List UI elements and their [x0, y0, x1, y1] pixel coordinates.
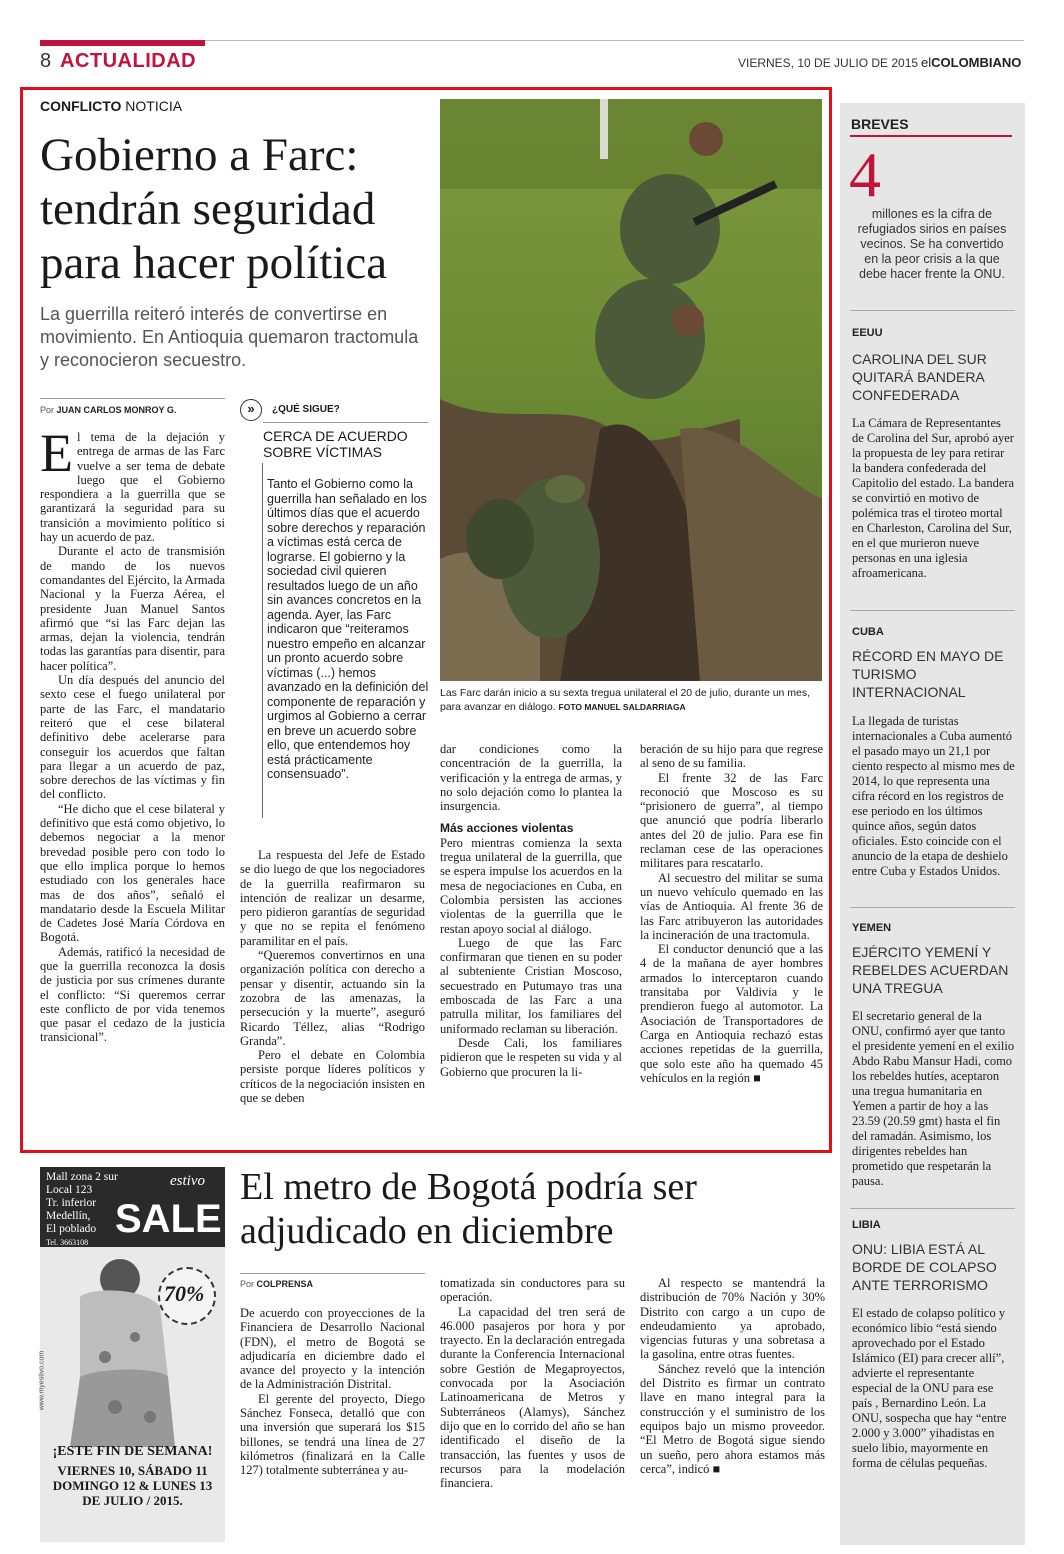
ad-address: [46, 1171, 118, 1249]
paragraph: El gerente del proyecto, Diego Sánchez Fonseca, detalló que con una inversión que superará los $15 billones, se tendrá una línea de 27 kilómetros (finalizará en la Calle 127) totalmente subterránea y au-: [240, 1391, 425, 1478]
article-kicker: [40, 98, 182, 114]
paragraph: La respuesta del Jefe de Estado se dio luego de que los negociadores de la guerrilla reafirmaron su intención de realizar un desarme, pero pidieron garantías de seguridad y que no se repita el fenómeno paramilitar en el país.: [240, 848, 425, 948]
paragraph: Además, ratificó la necesidad de que la guerrilla reconozca la dosis de justicia por sus crímenes durante el conflicto: “Si queremos cerrar este conflicto de por vida tenemos que pasar el cedazo de la justicia transicional”.: [40, 944, 225, 1045]
paragraph: Pero el debate en Colombia persiste porque líderes políticos y críticos de la negociación insisten en que se deben: [240, 1048, 425, 1106]
brief-body: La Cámara de Representantes de Carolina del Sur, aprobó ayer la propuesta de ley para retirar la bandera confederada del Capitolio del estado. La bandera se convirtió en motivo de polémica tras el tiroteo mortal en Charleston, Carolina del Sur, en el que murieron nueve personas en una iglesia afroamericana.: [852, 416, 1015, 580]
ad-promo-title: ¡ESTE FIN DE SEMANA!: [52, 1444, 213, 1459]
paragraph: “He dicho que el cese bilateral y definitivo que está como objetivo, lo debemos negociar a la menor brevedad posible pero con todo lo que ello implica porque lo hemos estudiado con los generales hace mas de dos años”, señaló el mandatario desde la Escuela Militar de Cadetes José María Córdova en Bogotá.: [40, 801, 225, 945]
brief-title: EJÉRCITO YEMENÍ Y REBELDES ACUERDAN UNA TREGUA: [852, 944, 1009, 996]
paragraph: Durante el acto de transmisión de mando de los nuevos comandantes del Ejército, la Armada Nacional y la Fuerza Aérea, el presidente Juan Manuel Santos afirmó que “si las Farc dejan las armas, dejan la violencia, tendrán todas las garantías para disentir, para hacer política”.: [40, 544, 225, 673]
ad-line: Local 123: [46, 1184, 93, 1196]
article-deck: La guerrilla reiteró interés de convertirse en movimiento. En Antioquia quemaron tractomula y reconocieron secuestro.: [40, 304, 419, 370]
article-2-column-1: [240, 1306, 425, 1478]
masthead-name: COLOMBIANO: [931, 55, 1022, 70]
section-name: ACTUALIDAD: [60, 50, 197, 72]
ad-brand-logo: estivo: [170, 1173, 205, 1189]
paragraph: dar condiciones como la concentración de la guerrilla, la verificación y la entrega de armas, y no solo dejación como lo plantea la insurgencia.: [440, 742, 622, 814]
paragraph-text: l tema de la dejación y entrega de armas de las Farc vuelve a ser tema de debate luego que el Gobierno respondiera a la guerrilla que se garantizará la seguridad para su transición a movimiento político si hay un acuerdo de paz.: [40, 430, 225, 545]
article-column-3: [440, 742, 622, 1079]
brief-kicker: CUBA: [852, 626, 884, 638]
article-photo: [440, 99, 822, 681]
article-headline-2: El metro de Bogotá podría ser adjudicado en diciembre: [240, 1166, 697, 1252]
ad-phone: Tel. 3663108: [46, 1238, 89, 1247]
page-number: 8: [40, 50, 52, 72]
what-next-body: Tanto el Gobierno como la guerrilla han señalado en los últimos días que el acuerdo sobre derechos y reparación a víctimas está cerca de lograrse. El gobierno y la sociedad civil quieren resultados luego de un año sin avances concretos en la agenda. Ayer, las Farc indicaron que “reiteramos nuestro empeño en alcanzar un pronto acuerdo sobre víctimas (...) hemos avanzado en la definición del componente de reparación y urgimos al Gobierno a cerrar en breve un acuerdo sobre ello, que entendemos hoy está prácticamente consensuado”.: [267, 477, 429, 781]
paragraph: Luego de que las Farc confirmaran que tienen en su poder al subteniente Cristian Moscoso, secuestrado en Putumayo tras una emboscada de las Farc a una patrulla militar, los familiares del uniformado reclaman su liberación.: [440, 935, 622, 1036]
masthead: [921, 55, 1021, 70]
what-next-label: ¿QUÉ SIGUE?: [272, 404, 340, 415]
soldiers-trench-photo: [440, 99, 822, 681]
ad-line: Mall zona 2 sur: [46, 1171, 118, 1183]
byline-rule: [240, 1273, 425, 1274]
kicker-topic: CONFLICTO: [40, 98, 122, 114]
article-byline-2: [240, 1279, 313, 1289]
divider: [850, 310, 1015, 311]
paragraph: El conductor denunció que a las 4 de la mañana de ayer hombres armados lo interceptaron cuando transitaba por Valdivia y le prendieron fuego al automotor. La Asociación de Transportadores de Carga en Antioquia rechazó estas acciones repetidas de la guerrilla, que solo este año ha quemado 45 vehículos en la región ■: [640, 942, 823, 1085]
brief-body: La llegada de turistas internacionales a Cuba aumentó el pasado mayo un 21,1 por ciento respecto al mismo mes de 2014, lo que representa una cifra récord en los registros de ese periodo en los últimos quince años, según datos oficiales. Esto coincide con el anuncio de la etapa de deshielo entre Cuba y Estados Unidos.: [852, 714, 1015, 878]
divider: [850, 1208, 1015, 1209]
article-column-2: [240, 848, 425, 1105]
brief-body: El estado de colapso político y económico libio “está siendo aprovechado por el Estado Islámico (EI) para crecer allí”, advierte el representante especial de la ONU para ese país , Bernardino León. La ONU, sospecha que hay “entre 2.000 y 3.000” yihadistas en suelo libio, mayormente en forma de células pequeñas.: [852, 1306, 1007, 1470]
briefs-sidebar: [840, 103, 1025, 1545]
byline-prefix: Por: [240, 1279, 255, 1289]
box-top-rule: [263, 422, 428, 423]
paragraph: Al respecto se mantendrá la distribución de 70% Nación y 30% Distrito con cargo a un cupo de endeudamiento ya aprobado, vigencias futuras y una sobretasa a la gasolina, entre otras fuentes.: [640, 1276, 825, 1362]
divider: [850, 610, 1015, 611]
article-column-4: [640, 742, 823, 1085]
kicker-type: NOTICIA: [125, 98, 183, 114]
ad-line: Medellín,: [46, 1210, 91, 1222]
section-color-bar: [40, 40, 205, 46]
paragraph: Sánchez reveló que la intención del Distrito es firmar un contrato llave en mano integral para la construcción y el suministro de los equipos bajo un mismo proveedor. “El Metro de Bogotá sigue siendo un sueño, pero ahora estamos más cerca”, indicó ■: [640, 1361, 825, 1476]
paragraph: “Queremos convertirnos en una organización política con derecho a pensar y disentir, actuando sin la zozobra de las amenazas, la persecución y la muerte”, aseguró Ricardo Téllez, alias “Rodrigo Granda”.: [240, 948, 425, 1048]
big-number: 4: [849, 139, 881, 210]
byline-name: COLPRENSA: [256, 1279, 314, 1289]
brief-title: ONU: LIBIA ESTÁ AL BORDE DE COLAPSO ANTE TERRORISMO: [852, 1241, 997, 1293]
ad-sale: SALE: [115, 1197, 222, 1241]
ad-website: www.myestivo.com: [38, 1350, 46, 1411]
byline-rule: [40, 398, 225, 399]
photo-credit: FOTO MANUEL SALDARRIAGA: [558, 702, 686, 712]
paragraph: [40, 423, 225, 545]
double-chevron-right-icon: »: [240, 399, 262, 421]
article-headline: Gobierno a Farc: tendrán seguridad para hacer política: [40, 129, 388, 289]
briefs-title: BREVES: [851, 116, 909, 132]
paragraph: tomatizada sin conductores para su operación.: [440, 1276, 625, 1305]
briefs-rule: [850, 135, 1012, 137]
ad-line: Tr. inferior: [46, 1197, 97, 1209]
ad-promo-dates: VIERNES 10, SÁBADO 11 DOMINGO 12 & LUNES 13 DE JULIO / 2015.: [52, 1463, 213, 1508]
drop-cap: E: [40, 423, 73, 483]
brief-kicker: EEUU: [852, 327, 883, 339]
paragraph: Desde Cali, los familiares pidieron que le respeten su vida y al Gobierno que procuren la li-: [440, 1035, 622, 1079]
brief-body: El secretario general de la ONU, confirmó ayer que tanto el presidente yemení en el exilio Abdo Rabu Mansur Hadi, como los rebeldes hutíes, aceptaron una tregua humanitaria en Yemen a partir de hoy a las 23.59 (20.59 gmt) hasta el fin del ramadán. Asimismo, los dirigentes rebeldes han prometido que respetarán la pausa.: [852, 1009, 1015, 1188]
masthead-prefix: el: [921, 55, 932, 70]
article-byline: [40, 405, 176, 415]
divider: [850, 907, 1015, 908]
brief-title: RÉCORD EN MAYO DE TURISMO INTERNACIONAL: [852, 648, 1004, 700]
advertisement[interactable]: [40, 1167, 225, 1542]
ad-line: El poblado: [46, 1223, 97, 1235]
big-number-text: millones es la cifra de refugiados sirios en países vecinos. Se ha convertido en la peor crisis a la que debe hacer frente la ONU.: [857, 207, 1007, 281]
what-next-title: CERCA DE ACUERDO SOBRE VÍCTIMAS: [263, 428, 408, 460]
photo-caption: [440, 686, 822, 714]
paragraph: El frente 32 de las Farc reconoció que Moscoso es su “prisionero de guerra”, al tiempo que anunció que podría liberarlo antes del 20 de julio. Para ese fin reclaman cese de las operaciones militares para rescatarlo.: [640, 770, 823, 871]
paragraph: La capacidad del tren será de 46.000 pasajeros por hora y por trayecto. En la declaración entregada durante la Conferencia Internacional sobre Gestión de Megaproyectos, convocada por la Asociación Latinoamericana de Metros y Subterráneos (Alamys), Sánchez dijo que en lo corrido del año se han identificado el diseño de la transacción, las fuentes y usos de recursos para la modelación financiera.: [440, 1304, 625, 1491]
paragraph: beración de su hijo para que regrese al seno de su familia.: [640, 742, 823, 771]
article-2-column-2: [440, 1276, 625, 1490]
paragraph: De acuerdo con proyecciones de la Financiera de Desarrollo Nacional (FDN), el metro de Bogotá se adjudicaría en diciembre dado el avance del proyecto y la intención de la Administración Distrital.: [240, 1306, 425, 1392]
brief-kicker: YEMEN: [852, 922, 892, 934]
article-column-1: [40, 423, 225, 1045]
paragraph: Un día después del anuncio del sexto cese el fuego unilateral por parte de las Farc, el mandatario reiteró que el cese bilateral definitivo debe acelerarse para conseguir los acuerdos que faltan para llegar a un acuerdo de paz, sobre derechos de las víctimas y fin del conflicto.: [40, 673, 225, 802]
paragraph: Al secuestro del militar se suma un nuevo vehículo quemado en las vías de Antioquia. Al frente 36 de las Farc atribuyeron las autoridades la incineración de una tractomula.: [640, 870, 823, 942]
article-subhead: Más acciones violentas: [440, 821, 574, 836]
caption-text: Las Farc darán inicio a su sexta tregua unilateral el 20 de julio, durante un mes, para avanzar en diálogo.: [440, 687, 811, 713]
issue-date: VIERNES, 10 DE JULIO DE 2015: [738, 56, 919, 70]
article-2-column-3: [640, 1276, 825, 1476]
byline-name: JUAN CARLOS MONROY G.: [56, 405, 177, 415]
discount-badge-text: 70%: [164, 1281, 205, 1306]
byline-prefix: Por: [40, 405, 55, 415]
brief-title: CAROLINA DEL SUR QUITARÁ BANDERA CONFEDERADA: [852, 351, 987, 403]
brief-kicker: LIBIA: [852, 1219, 881, 1231]
paragraph: Pero mientras comienza la sexta tregua unilateral de la guerrilla, que se espera impulse los acuerdos en la mesa de negociaciones en Cuba, en Colombia persisten las acciones violentas de la guerrilla que le restan apoyo social al diálogo.: [440, 835, 622, 936]
